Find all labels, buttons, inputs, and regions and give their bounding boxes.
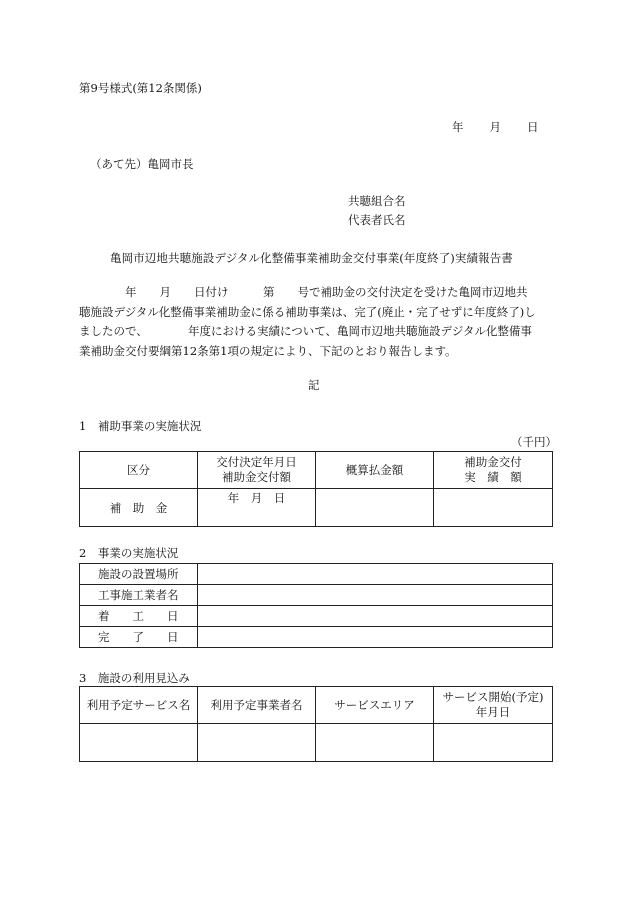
document-title: 亀岡市辺地共聴施設デジタル化整備事業補助金交付事業(年度終了)実績報告書 [110,251,513,265]
body-line: 業補助金交付要綱第12条第1項の規定により、下記のとおり報告します。 [79,343,457,358]
start-date-input[interactable] [198,606,553,627]
header-decision-date: 交付決定年月日 [216,455,297,469]
subsidy-status-table [79,451,553,527]
report-body [79,283,551,361]
service-name-input[interactable] [80,724,198,762]
header-service-area: サービスエリア [316,687,434,724]
header-service-start-line1: サービス開始(予定) [442,690,544,704]
actual-amount-input[interactable] [434,489,553,527]
advance-payment-input[interactable] [316,489,434,527]
label-completion-date: 完 了 日 [80,627,198,648]
ki-heading: 記 [308,378,320,392]
header-grant-amount: 補助金交付額 [222,470,291,484]
label-contractor: 工事施工業者名 [80,585,198,606]
date-day-label: 日 [527,120,539,134]
label-facility-location: 施設の設置場所 [80,564,198,585]
header-grant-decision [198,452,316,489]
date-month-label: 月 [489,120,501,134]
completion-date-input[interactable] [198,627,553,648]
section3-heading: 3 施設の利用見込み [79,671,190,685]
project-status-table [79,563,553,648]
association-name-label: 共聴組合名 [348,194,406,208]
section2-heading: 2 事業の実施状況 [79,546,179,560]
body-line: 聴施設デジタル化整備事業補助金に係る補助事業は、完了(廃止・完了せずに年度終了)し [79,304,536,319]
body-line: 年 月 日付け 第 号で補助金の交付決定を受けた亀岡市辺地共 [79,285,528,299]
submission-date [452,119,539,135]
header-actual-line2: 実 績 額 [464,470,522,484]
facility-usage-table [79,686,553,762]
row-label-subsidy: 補 助 金 [80,489,198,527]
decision-date-input[interactable]: 年 月 日 [198,489,316,527]
label-start-date: 着 工 日 [80,606,198,627]
header-advance-payment: 概算払金額 [316,452,434,489]
contractor-input[interactable] [198,585,553,606]
header-provider-name: 利用予定事業者名 [198,687,316,724]
service-area-input[interactable] [316,724,434,762]
facility-location-input[interactable] [198,564,553,585]
header-category: 区分 [80,452,198,489]
header-service-name: 利用予定サービス名 [80,687,198,724]
header-actual-amount [434,452,553,489]
date-year-label: 年 [452,120,464,134]
provider-name-input[interactable] [198,724,316,762]
unit-label: （千円） [511,435,557,449]
header-service-start-line2: 年月日 [475,705,511,719]
representative-name-label: 代表者氏名 [348,213,406,227]
section1-heading: 1 補助事業の実施状況 [79,419,202,433]
form-number: 第9号様式(第12条関係) [79,81,202,95]
body-line: ましたので、 年度における実績について、亀岡市辺地共聴施設デジタル化整備事 [79,324,532,338]
header-service-start [434,687,553,724]
service-start-input[interactable] [434,724,553,762]
addressee: （あて先）亀岡市長 [90,157,194,171]
header-actual-line1: 補助金交付 [464,455,522,469]
